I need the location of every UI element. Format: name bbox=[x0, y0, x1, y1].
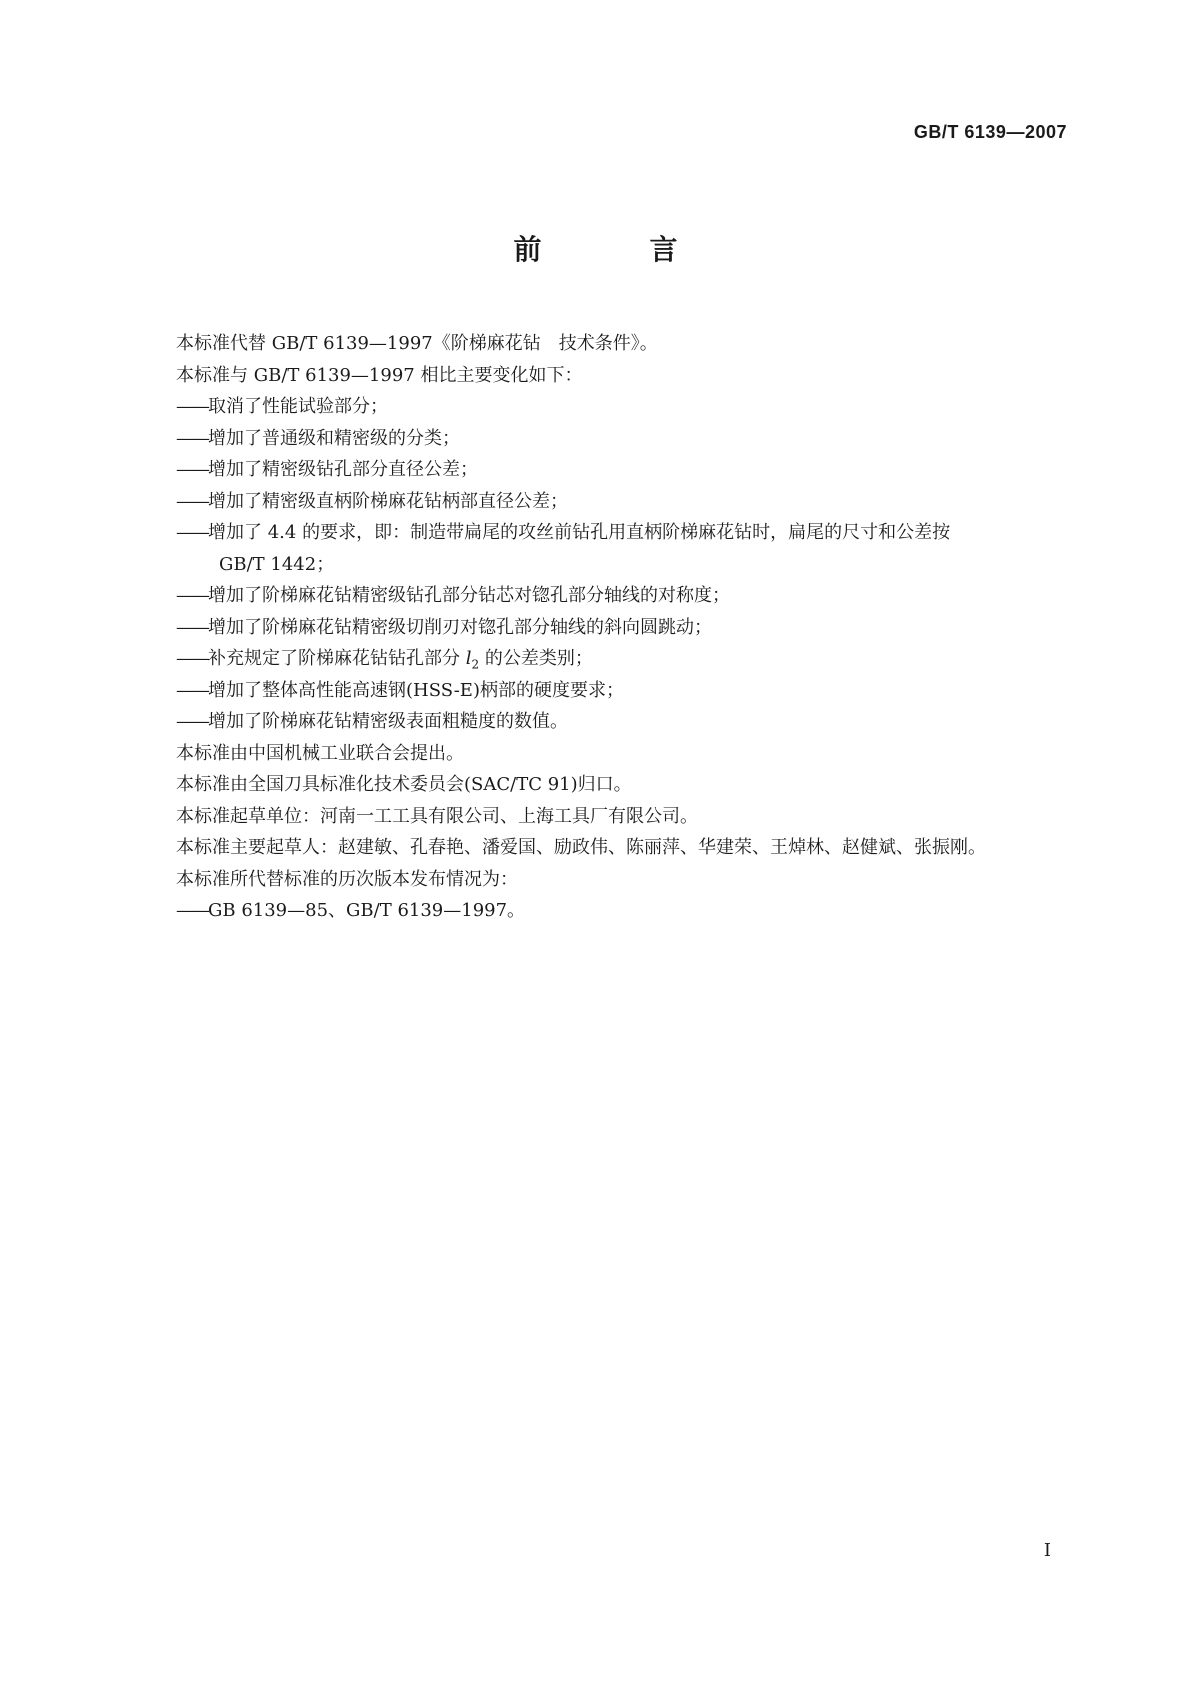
change-item bbox=[176, 643, 1076, 675]
dash-marker: —— bbox=[176, 711, 208, 732]
variable-subscript: 2 bbox=[471, 657, 480, 672]
history-item bbox=[176, 895, 1076, 927]
change-item bbox=[176, 517, 1076, 549]
dash-marker: —— bbox=[176, 490, 208, 512]
history-item-text: GB 6139—85、GB/T 6139—1997。 bbox=[208, 900, 526, 921]
change-item-text: 增加了精密级钻孔部分直径公差； bbox=[208, 459, 478, 480]
paragraph-changes-intro: 本标准与 GB/T 6139—1997 相比主要变化如下： bbox=[176, 364, 583, 386]
change-item-text: 增加了阶梯麻花钻精密级钻孔部分钻芯对锪孔部分轴线的对称度； bbox=[208, 585, 730, 606]
change-item bbox=[176, 580, 1076, 612]
document-body bbox=[176, 328, 1076, 927]
change-item bbox=[176, 454, 1076, 486]
paragraph-history-intro: 本标准所代替标准的历次版本发布情况为： bbox=[176, 868, 518, 890]
change-item-text: 增加了普通级和精密级的分类； bbox=[208, 427, 460, 449]
dash-marker: —— bbox=[176, 522, 208, 543]
dash-marker: —— bbox=[176, 900, 208, 921]
dash-marker: —— bbox=[176, 427, 208, 449]
change-item bbox=[176, 675, 1076, 707]
dash-marker: —— bbox=[176, 585, 208, 606]
paragraph-drafting-units: 本标准起草单位：河南一工工具有限公司、上海工具厂有限公司。 bbox=[176, 805, 698, 827]
change-item-text: 增加了阶梯麻花钻精密级表面粗糙度的数值。 bbox=[208, 711, 568, 732]
standard-code: GB/T 6139—2007 bbox=[913, 122, 1067, 142]
dash-marker: —— bbox=[176, 616, 208, 638]
change-item bbox=[176, 423, 1076, 455]
paragraph-replaces: 本标准代替 GB/T 6139—1997《阶梯麻花钻 技术条件》。 bbox=[176, 333, 658, 354]
change-item bbox=[176, 706, 1076, 738]
change-item bbox=[176, 486, 1076, 518]
change-item-text-part: 的公差类别； bbox=[479, 648, 593, 669]
dash-marker: —— bbox=[176, 459, 208, 480]
dash-marker: —— bbox=[176, 679, 208, 701]
change-item-text: 增加了整体高性能高速钢(HSS-E)柄部的硬度要求； bbox=[208, 679, 624, 701]
change-item bbox=[176, 391, 1076, 423]
paragraph-committee: 本标准由全国刀具标准化技术委员会(SAC/TC 91)归口。 bbox=[176, 774, 632, 795]
change-item-continuation: GB/T 1442； bbox=[219, 553, 335, 575]
page-title: 前 言 bbox=[513, 233, 718, 266]
change-item-text-part: 补充规定了阶梯麻花钻钻孔部分 bbox=[208, 648, 466, 669]
change-item-text: 增加了阶梯麻花钻精密级切削刃对锪孔部分轴线的斜向圆跳动； bbox=[208, 616, 712, 638]
change-item-text: 取消了性能试验部分； bbox=[208, 396, 388, 417]
change-item-text: 增加了 4.4 的要求，即：制造带扁尾的攻丝前钻孔用直柄阶梯麻花钻时，扁尾的尺寸和公差按 bbox=[208, 522, 951, 543]
variable-l: l bbox=[465, 648, 472, 669]
change-item bbox=[176, 612, 1076, 644]
change-item-text: 增加了精密级直柄阶梯麻花钻柄部直径公差； bbox=[208, 490, 568, 512]
paragraph-drafters: 本标准主要起草人：赵建敏、孔春艳、潘爱国、励政伟、陈丽萍、华建荣、王焯林、赵健斌、张振刚。 bbox=[176, 837, 986, 858]
change-item-text bbox=[208, 643, 1076, 675]
dash-marker: —— bbox=[176, 396, 208, 417]
page-number: I bbox=[1043, 1540, 1051, 1561]
dash-marker: —— bbox=[176, 648, 208, 669]
paragraph-proposer: 本标准由中国机械工业联合会提出。 bbox=[176, 742, 464, 764]
